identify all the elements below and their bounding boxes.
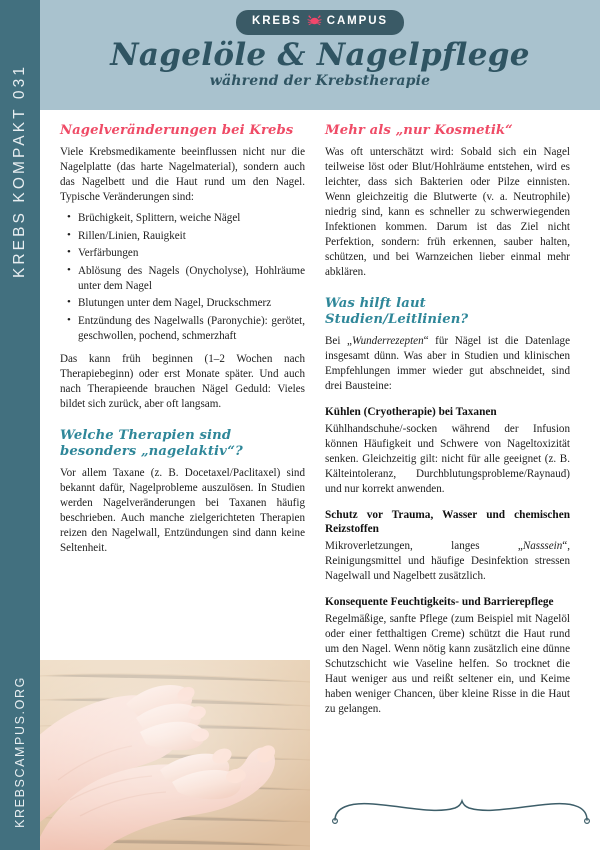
side-rail-website-label: KREBSCAMPUS.ORG <box>13 676 27 828</box>
left-column <box>60 110 305 564</box>
list-item: • Brüchigkeit, Splittern, weiche Nägel <box>78 211 305 226</box>
block1-text: Kühlhandschuhe/-socken während der Infusion können Häufigkeit und Schwere von Nageltoxizität senken. Gleichzeitig gilt: nicht für alle geeignet (z. B. Kälteintoleranz, Durchblutungsprobleme/Raynaud) und nur korrekt anwenden. <box>325 422 570 495</box>
left-section1-outro: Das kann früh beginnen (1–2 Wochen nach Therapiebeginn) oder erst Monate später. Und auch nach Therapieende brauchen Nägel Geduld: Vieles bildet sich zurück, aber oft langsam. <box>60 352 305 410</box>
flourish-divider <box>325 790 595 830</box>
block2-text-emphasis: Nasssein <box>522 540 563 553</box>
left-section1-heading: Nagelveränderungen bei Krebs <box>60 123 294 138</box>
left-section1-intro: Viele Krebsmedikamente beeinflussen nicht nur die Nagelplatte (das harte Nagelmaterial), sondern auch das Nagelbett und die Haut rund um den Nagel. Typische Veränderungen sind: <box>60 145 305 203</box>
block2-text-pre: Mikroverletzungen, langes „ <box>325 540 523 553</box>
brand-badge-right-word: CAMPUS <box>326 15 388 27</box>
side-rail-issue-label: KREBS KOMPAKT 031 <box>11 63 28 279</box>
right-section2-heading: Was hilft laut Studien/Leitlinien? <box>325 296 469 327</box>
block3-text: Regelmäßige, sanfte Pflege (zum Beispiel mit Nagelöl oder einer fetthaltigen Creme) schützt die Haut rund um den Nagel. Wenn nötig kann zusätzlich eine dünne Schutzschicht wie Vaseline helfen. So trocknet die Haut weniger aus und reißt seltener ein, und Keime haben weniger Chancen, über kleine Risse in die Haut zu gelangen. <box>325 612 570 716</box>
side-rail <box>0 0 40 850</box>
brand-badge <box>236 10 404 35</box>
hands-nails-photo <box>40 660 310 850</box>
list-item: • Verfärbungen <box>78 246 305 261</box>
list-item: • Entzündung des Nagelwalls (Paronychie): gerötet, geschwollen, pochend, schmerzhaft <box>78 314 305 344</box>
right-section1-heading: Mehr als „nur Kosmetik“ <box>325 123 513 138</box>
crab-icon <box>307 14 322 30</box>
list-item: • Ablösung des Nagels (Onycholyse), Hohlräume unter dem Nagel <box>78 264 305 294</box>
left-section2-heading: Welche Therapien sind besonders „nagelaktiv“? <box>60 427 243 459</box>
brand-badge-left-word: KREBS <box>251 15 302 27</box>
nail-changes-list <box>60 211 305 344</box>
block2-text-post: “, Reinigungsmittel und häufige Desinfektion stressen Nagelwall und Nagelbett zusätzlich. <box>325 540 570 583</box>
left-section2-text: Vor allem Taxane (z. B. Docetaxel/Paclitaxel) sind bekannt dafür, Nagelprobleme auszulösen. In Studien werden Nagelveränderungen bei Taxanen häufig beschrieben. Auch manche zielgerichteten Therapien reizen den Nagelwall, Entzündungen sind dann keine Seltenheit. <box>60 466 305 554</box>
list-item: • Rillen/Linien, Rauigkeit <box>78 229 305 244</box>
right-section1-text: Was oft unterschätzt wird: Sobald sich ein Nagel teilweise löst oder Blut/Hohlräume entstehen, wird es leichter, dass sich Bakterien oder Pilze einnisten. Wenn gleichzeitig die Blutwerte (v. a. Neutrophile) niedrig sind, kann es schneller zu schwerwiegenden Infektionen kommen. Darum ist das Ziel nicht Perfektion, sondern: früh erkennen, sauber halten, schützen, und bei Warnzeichen lieber einmal mehr abklären. <box>325 145 570 279</box>
intro-text-pre: Bei „ <box>325 334 352 347</box>
intro-text-emphasis: Wunderrezepten <box>351 334 424 347</box>
page-title: Nagelöle & Nagelpflege <box>110 36 530 73</box>
page-subtitle: während der Krebstherapie <box>209 72 431 89</box>
block2-text <box>325 539 570 584</box>
block1-title: Kühlen (Cryotherapie) bei Taxanen <box>325 405 497 418</box>
list-item: • Blutungen unter dem Nagel, Druckschmerz <box>78 296 305 311</box>
page-header <box>40 0 600 110</box>
right-column <box>325 110 570 725</box>
block3-title: Konsequente Feuchtigkeits- und Barrierepflege <box>325 596 554 609</box>
block2-title: Schutz vor Trauma, Wasser und chemischen Reizstoffen <box>325 508 570 536</box>
intro-text-post: “ für Nägel ist die Datenlage insgesamt dünn. Was aber in Studien und klinischen Empfehlungen immer wieder gut abschneidet, sind drei Bausteine: <box>325 334 570 392</box>
right-section2-intro <box>325 334 570 394</box>
